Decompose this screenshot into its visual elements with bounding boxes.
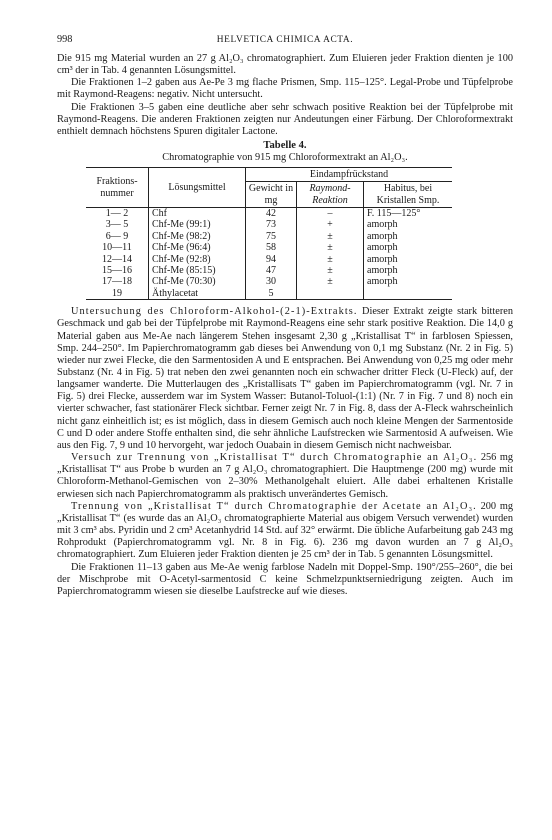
weight-cell: 94 — [246, 254, 297, 265]
habitus-cell: F. 115—125° — [364, 207, 453, 219]
weight-cell: 73 — [246, 219, 297, 230]
table-row — [86, 242, 452, 253]
solvent-cell: Chf-Me (96:4) — [149, 242, 246, 253]
section-heading: Versuch zur Trennung von „Kristallisat T“ durch Chromatographie an Al₂O₃. — [71, 452, 478, 464]
raymond-cell: ± — [297, 231, 364, 242]
header-weight: Gewicht in mg — [246, 182, 297, 208]
weight-cell: 42 — [246, 207, 297, 219]
header-habitus: Habitus, bei Kristallen Smp. — [364, 182, 453, 208]
table-row — [86, 219, 452, 230]
habitus-cell: amorph — [364, 242, 453, 253]
table-title: Tabelle 4. — [263, 140, 307, 152]
fraction-cell: 12—14 — [102, 253, 132, 265]
paragraph-fractions-1-2: Die Fraktionen 1–2 gaben aus Ae-Pe 3 mg flache Prismen, Smp. 115–125°. Legal-Probe und Tüpfelprobe mit Raymond-Reagens: negativ. Nicht untersucht. — [57, 77, 513, 101]
section-text: 256 mg „Kristallisat T“ aus Probe b wurden an 7 g Al₂O₃ chromatographiert. Die Hauptmenge (200 mg) wurde mit Chloroform-Methanol-Gemischen von 2–30% Methanolgehalt eluiert. Alle dabei erhaltenen Kristalle erwiesen sich nach Papierchromatogramm als praktisch unverändertes Gemisch. — [57, 452, 514, 500]
section-heading: Trennung von „Kristallisat T“ durch Chromatographie der Acetate an Al₂O₃. — [71, 500, 477, 512]
fraction-cell: 6— 9 — [105, 230, 129, 242]
fractions-table — [86, 167, 452, 300]
fraction-cell: 1— 2 — [105, 207, 129, 219]
table-caption: Chromatographie von 915 mg Chloroformextrakt an Al₂O₃. — [162, 152, 408, 164]
raymond-cell: ± — [297, 276, 364, 287]
solvent-cell: Chf — [149, 207, 246, 219]
raymond-cell: ± — [297, 254, 364, 265]
solvent-cell: Chf-Me (70:30) — [149, 276, 246, 287]
document-page — [57, 34, 513, 598]
raymond-cell: ± — [297, 242, 364, 253]
table-row — [86, 254, 452, 265]
section-chloroform-alcohol — [57, 306, 513, 452]
habitus-cell: amorph — [364, 265, 453, 276]
weight-cell: 75 — [246, 231, 297, 242]
raymond-cell: ± — [297, 265, 364, 276]
section-text: 200 mg „Kristallisat T“ (es wurde das an Al₂O₃ chromatographierte Material aus obigem Versuch verwendet) wurden mit 3 cm³ abs. Pyridin und 2 cm³ Acetanhydrid 14 Std. auf 32° erwärmt. Die übliche Aufarbeitung gab 243 mg Rohprodukt (Papierchromatogramm vgl. Nr. 8 in Fig. 6). 236 mg davon wurden an 7 g Al₂O₃ chromatographiert. Zum Eluieren jeder Fraktion dienten je 25 cm³ der in Tab. 5 genannten Lösungsmittel. — [57, 500, 513, 561]
raymond-cell: + — [297, 219, 364, 230]
fraction-cell: 15—16 — [102, 265, 132, 277]
table-row — [86, 288, 452, 300]
running-header — [57, 34, 513, 48]
habitus-cell: amorph — [364, 276, 453, 287]
header-evaporation-residue: Eindampfrückstand — [246, 168, 453, 182]
paragraph-fractions-11-13: Die Fraktionen 11–13 gaben aus Me-Ae wenig farblose Nadeln mit Doppel-Smp. 190°/255–260°, die bei der Mischprobe mit O-Acetyl-sarmentosid C keine Schmelzpunktserniedrigung zeigten. Auch im Papierchromatogramm wiesen sie dieselbe Laufstrecke auf wie dieses. — [57, 561, 513, 597]
section-text: Dieser Extrakt zeigte stark bitteren Geschmack und gab bei der Tüpfelprobe mit Raymond-Reagens eine sehr stark positive Reaktion. Die 14,0 g Material gaben aus Me-Ae nach längerem Stehen insgesamt 2,30 g „Kristallisat T“ in farblosen Spiessen, Smp. 244–250°. Im Papierchromatogramm gab dieses bei Anwendung von 0,1 mg Substanz (Nr. 2 in Fig. 5) wieder nur zwei Flecke, die den Sarmentosiden A und E entsprachen. Bei Anwendung von 0,25 mg oder mehr Substanz (Nr. 4 in Fig. 5) trat neben den zwei genannten noch ein schwacher dritter Fleck (U-Fleck) auf, der langsamer wanderte. Die Mutterlaugen des „Kristallisats T“ gaben im Papierchromatogramm (vgl. Nr. 7 in Fig. 5) drei Flecke, ausserdem war im System Wasser: Butanol-Toluol-(1:1) (Nr. 7 in Fig. 7 und 8) noch ein vierter schwacher, fast stationärer Fleck sichtbar. Ferner zeigt Nr. 7 in Fig. 8, dass der A-Fleck wahrscheinlich nicht ganz einheitlich ist; es ist möglich, dass in diesem Gemisch auch noch kleine Mengen der Sarmentoside C und D oder andere Stoffe enthalten sind, die sehr ähnliche Laufstrecken wie Sarmentosid A aufweisen. Wie aus den Fig. 7, 9 und 10 hervorgeht, war jedoch Ouabain in diesem Gemisch nicht nachweisbar. — [57, 306, 513, 451]
journal-title: HELVETICA CHIMICA ACTA. — [216, 35, 354, 45]
table-row — [86, 207, 452, 219]
habitus-cell: amorph — [364, 219, 453, 230]
solvent-cell: Chf-Me (98:2) — [149, 231, 246, 242]
solvent-cell: Chf-Me (85:15) — [149, 265, 246, 276]
table-row — [86, 231, 452, 242]
raymond-cell — [297, 288, 364, 300]
weight-cell: 5 — [246, 288, 297, 300]
fraction-cell: 10—11 — [102, 242, 132, 254]
solvent-cell: Äthylacetat — [149, 288, 246, 300]
fraction-cell: 3— 5 — [105, 219, 129, 231]
paragraph-fractions-3-5: Die Fraktionen 3–5 gaben eine deutliche aber sehr schwach positive Reaktion bei der Tüpfelprobe mit Raymond-Reagens. Die anderen Fraktionen zeigten nur Andeutungen einer Färbung. Der Chloroformextrakt enthielt demnach höchstens Spuren digitaler Lactone. — [57, 101, 513, 137]
table-row — [86, 265, 452, 276]
solvent-cell: Chf-Me (99:1) — [149, 219, 246, 230]
solvent-cell: Chf-Me (92:8) — [149, 254, 246, 265]
table-row — [86, 276, 452, 287]
weight-cell: 47 — [246, 265, 297, 276]
section-acetate-separation — [57, 501, 513, 562]
header-raymond-reaction: Raymond-Reaktion — [297, 182, 364, 208]
habitus-cell: amorph — [364, 231, 453, 242]
weight-cell: 58 — [246, 242, 297, 253]
page-number: 998 — [57, 34, 73, 45]
habitus-cell — [364, 288, 453, 300]
weight-cell: 30 — [246, 276, 297, 287]
fraction-cell: 19 — [112, 287, 122, 299]
paragraph-chromatography-intro: Die 915 mg Material wurden an 27 g Al₂O₃ chromatographiert. Zum Eluieren jeder Fraktion dienten je 100 cm³ der in Tab. 4 genannten Lösungsmittel. — [57, 53, 513, 77]
header-fraction: Fraktions-nummer — [96, 176, 138, 199]
section-separation-attempt — [57, 452, 513, 501]
raymond-cell: – — [297, 207, 364, 219]
header-solvent: Lösungsmittel — [149, 168, 246, 208]
table-body — [86, 207, 452, 299]
fraction-cell: 17—18 — [102, 276, 132, 288]
section-heading: Untersuchung des Chloroform-Alkohol-(2-1)-Extrakts. — [71, 306, 358, 318]
habitus-cell: amorph — [364, 254, 453, 265]
